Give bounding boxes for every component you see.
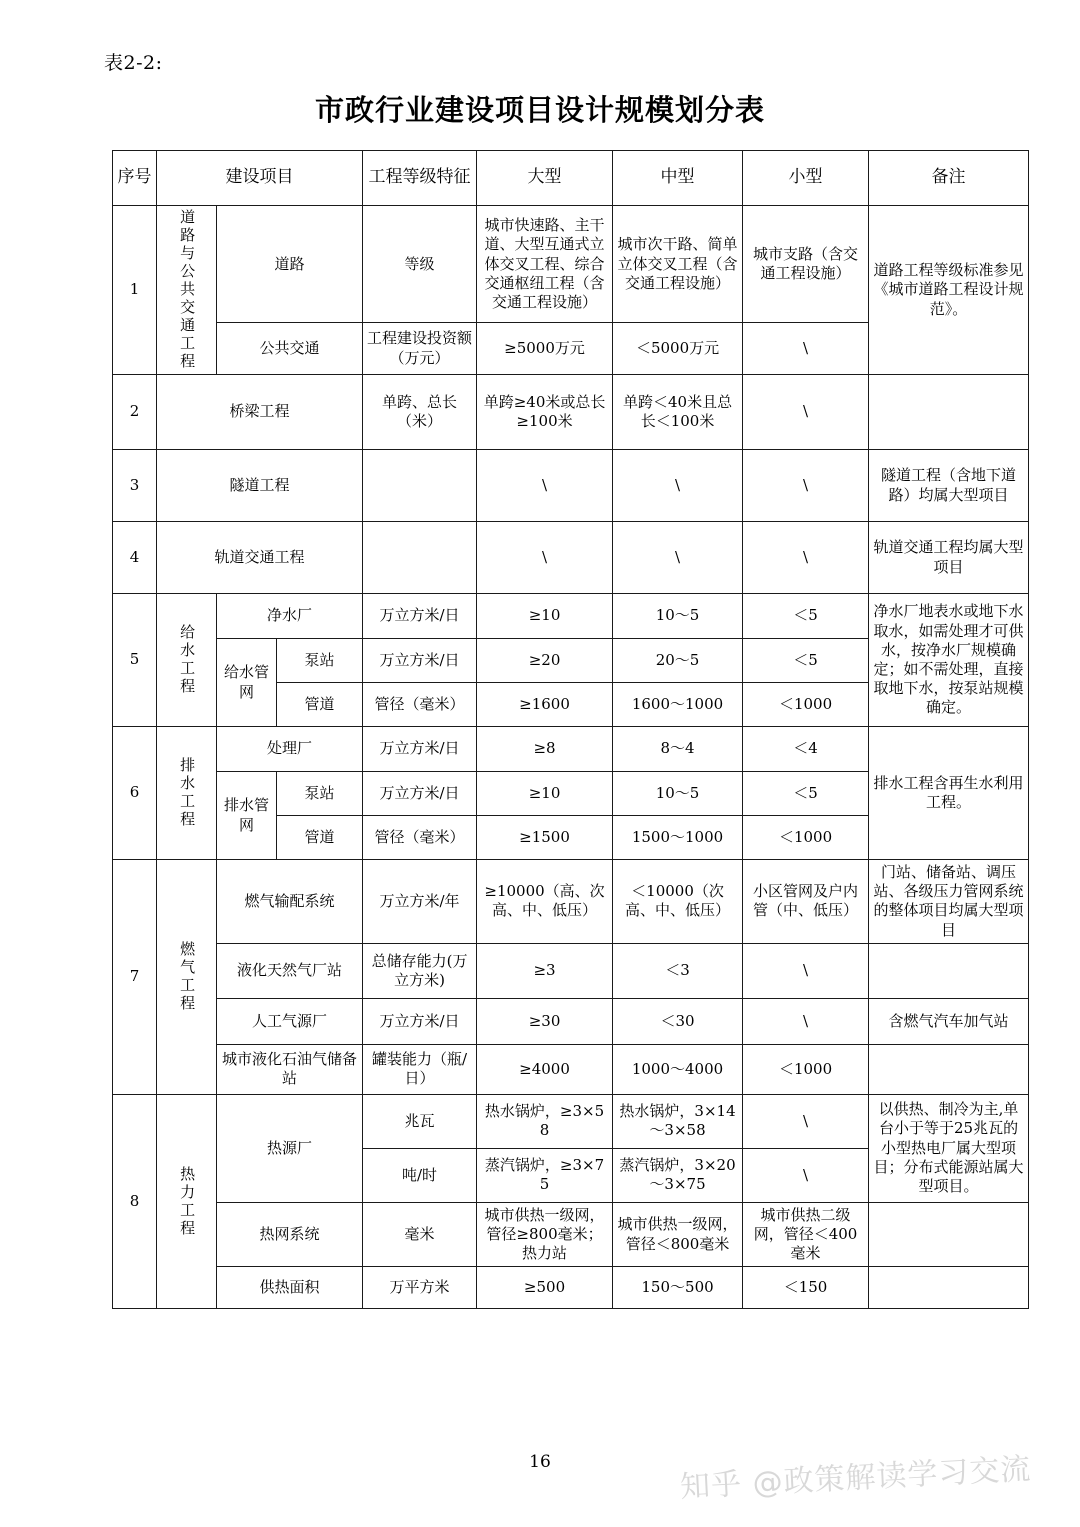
cell-subcategory: 液化天然气厂站 xyxy=(217,943,363,998)
cell-seq: 4 xyxy=(113,522,157,594)
table-label: 表2-2: xyxy=(104,52,163,74)
cell-medium: ＜30 xyxy=(613,998,743,1044)
cell-remark: 含燃气汽车加气站 xyxy=(869,998,1029,1044)
cell-feature xyxy=(363,450,477,522)
table-row xyxy=(113,943,1029,998)
table-row xyxy=(113,1202,1029,1267)
cell-remark xyxy=(869,1202,1029,1267)
table-row xyxy=(113,998,1029,1044)
cell-medium: 城市次干路、简单立体交叉工程（含交通工程设施） xyxy=(613,206,743,323)
table-container xyxy=(112,150,1024,1309)
cell-seq: 7 xyxy=(113,860,157,1095)
table-row xyxy=(113,450,1029,522)
cell-seq: 6 xyxy=(113,727,157,860)
cell-small: \ xyxy=(743,522,869,594)
design-scale-table xyxy=(112,150,1029,1309)
cell-feature: 万立方米/日 xyxy=(363,639,477,683)
cell-medium: ＜10000（次高、中、低压） xyxy=(613,860,743,944)
cell-remark xyxy=(869,1044,1029,1094)
cell-medium: 1000～4000 xyxy=(613,1044,743,1094)
cell-medium: ＜3 xyxy=(613,943,743,998)
cell-subcategory: 城市液化石油气储备站 xyxy=(217,1044,363,1094)
cell-medium: 热水锅炉，3×14～3×58 xyxy=(613,1094,743,1148)
cell-feature: 吨/时 xyxy=(363,1148,477,1202)
cell-seq: 5 xyxy=(113,594,157,727)
page-title: 市政行业建设项目设计规模划分表 xyxy=(314,93,765,127)
cell-feature: 罐装能力（瓶/日） xyxy=(363,1044,477,1094)
header-large: 大型 xyxy=(477,151,613,206)
cell-medium: \ xyxy=(613,522,743,594)
header-seq: 序号 xyxy=(113,151,157,206)
cell-large: 单跨≥40米或总长≥100米 xyxy=(477,375,613,450)
cell-seq: 2 xyxy=(113,375,157,450)
cell-medium: ＜5000万元 xyxy=(613,323,743,375)
cell-small: \ xyxy=(743,943,869,998)
cell-subcategory: 管道 xyxy=(277,816,363,860)
cell-small: ＜1000 xyxy=(743,1044,869,1094)
cell-feature: 万平方米 xyxy=(363,1267,477,1309)
cell-remark: 以供热、制冷为主,单台小于等于25兆瓦的小型热电厂属大型项目；分布式能源站属大型项目。 xyxy=(869,1094,1029,1202)
cell-project: 轨道交通工程 xyxy=(157,522,363,594)
cell-network: 排水管网 xyxy=(217,772,277,860)
cell-medium: 单跨＜40米且总长＜100米 xyxy=(613,375,743,450)
cell-subcategory: 人工气源厂 xyxy=(217,998,363,1044)
cell-feature: 万立方米/日 xyxy=(363,594,477,639)
table-row xyxy=(113,1094,1029,1148)
table-header-row xyxy=(113,151,1029,206)
cell-small: 小区管网及户内管（中、低压） xyxy=(743,860,869,944)
cell-category: 道路与公共交通工程 xyxy=(157,206,217,375)
cell-small: ＜5 xyxy=(743,772,869,816)
cell-category: 给水工程 xyxy=(157,594,217,727)
cell-feature: 毫米 xyxy=(363,1202,477,1267)
header-remark: 备注 xyxy=(869,151,1029,206)
cell-large: ≥10000（高、次高、中、低压） xyxy=(477,860,613,944)
cell-subcategory: 泵站 xyxy=(277,772,363,816)
cell-project: 桥梁工程 xyxy=(157,375,363,450)
cell-small: \ xyxy=(743,998,869,1044)
cell-remark xyxy=(869,1267,1029,1309)
cell-subcategory: 公共交通 xyxy=(217,323,363,375)
cell-remark: 隧道工程（含地下道路）均属大型项目 xyxy=(869,450,1029,522)
cell-small: 城市供热二级网，管径＜400毫米 xyxy=(743,1202,869,1267)
cell-medium: 1500～1000 xyxy=(613,816,743,860)
cell-seq: 8 xyxy=(113,1094,157,1309)
cell-feature: 管径（毫米） xyxy=(363,816,477,860)
table-row xyxy=(113,522,1029,594)
cell-large: ≥3 xyxy=(477,943,613,998)
cell-medium: 1600～1000 xyxy=(613,683,743,727)
cell-medium: 20～5 xyxy=(613,639,743,683)
table-row xyxy=(113,727,1029,772)
cell-subcategory: 净水厂 xyxy=(217,594,363,639)
cell-medium: 8～4 xyxy=(613,727,743,772)
cell-feature: 单跨、总长（米） xyxy=(363,375,477,450)
cell-subcategory: 供热面积 xyxy=(217,1267,363,1309)
cell-small: ＜1000 xyxy=(743,683,869,727)
cell-medium: 10～5 xyxy=(613,594,743,639)
cell-feature: 万立方米/年 xyxy=(363,860,477,944)
cell-large: ≥20 xyxy=(477,639,613,683)
cell-remark xyxy=(869,943,1029,998)
cell-remark: 门站、储备站、调压站、各级压力管网系统的整体项目均属大型项目 xyxy=(869,860,1029,944)
cell-medium: 150～500 xyxy=(613,1267,743,1309)
cell-large: ≥4000 xyxy=(477,1044,613,1094)
cell-large: ≥500 xyxy=(477,1267,613,1309)
cell-small: \ xyxy=(743,1094,869,1148)
table-row xyxy=(113,594,1029,639)
cell-large: ≥10 xyxy=(477,594,613,639)
table-row xyxy=(113,1267,1029,1309)
header-feature: 工程等级特征 xyxy=(363,151,477,206)
cell-remark xyxy=(869,375,1029,450)
cell-subcategory: 道路 xyxy=(217,206,363,323)
cell-small: ＜5 xyxy=(743,594,869,639)
cell-subcategory: 管道 xyxy=(277,683,363,727)
cell-large: \ xyxy=(477,450,613,522)
cell-feature: 兆瓦 xyxy=(363,1094,477,1148)
cell-subcategory: 热源厂 xyxy=(217,1094,363,1202)
cell-small: 城市支路（含交通工程设施） xyxy=(743,206,869,323)
table-row xyxy=(113,206,1029,323)
cell-feature: 万立方米/日 xyxy=(363,998,477,1044)
cell-feature xyxy=(363,522,477,594)
table-row xyxy=(113,1044,1029,1094)
cell-medium: \ xyxy=(613,450,743,522)
cell-small: ＜150 xyxy=(743,1267,869,1309)
cell-category: 排水工程 xyxy=(157,727,217,860)
cell-subcategory: 泵站 xyxy=(277,639,363,683)
cell-large: ≥8 xyxy=(477,727,613,772)
cell-feature: 工程建设投资额（万元） xyxy=(363,323,477,375)
cell-project: 隧道工程 xyxy=(157,450,363,522)
cell-large: 城市供热一级网，管径≥800毫米；热力站 xyxy=(477,1202,613,1267)
cell-medium: 城市供热一级网，管径＜800毫米 xyxy=(613,1202,743,1267)
cell-remark: 道路工程等级标准参见《城市道路工程设计规范》。 xyxy=(869,206,1029,375)
cell-small: \ xyxy=(743,323,869,375)
watermark: 知乎 @政策解读学习交流 xyxy=(679,1451,1033,1505)
cell-large: 热水锅炉，≥3×58 xyxy=(477,1094,613,1148)
cell-subcategory: 处理厂 xyxy=(217,727,363,772)
cell-medium: 蒸汽锅炉，3×20～3×75 xyxy=(613,1148,743,1202)
cell-large: 蒸汽锅炉，≥3×75 xyxy=(477,1148,613,1202)
cell-large: ≥1600 xyxy=(477,683,613,727)
cell-feature: 万立方米/日 xyxy=(363,727,477,772)
cell-feature: 等级 xyxy=(363,206,477,323)
cell-remark: 净水厂地表水或地下水取水，如需处理才可供水，按净水厂规模确定；如不需处理，直接取地下水，按泵站规模确定。 xyxy=(869,594,1029,727)
cell-small: ＜5 xyxy=(743,639,869,683)
cell-subcategory: 燃气输配系统 xyxy=(217,860,363,944)
cell-large: ≥5000万元 xyxy=(477,323,613,375)
cell-small: \ xyxy=(743,1148,869,1202)
cell-feature: 总储存能力(万立方米) xyxy=(363,943,477,998)
cell-remark: 轨道交通工程均属大型项目 xyxy=(869,522,1029,594)
table-row xyxy=(113,375,1029,450)
cell-category: 热力工程 xyxy=(157,1094,217,1309)
cell-feature: 管径（毫米） xyxy=(363,683,477,727)
cell-small: \ xyxy=(743,375,869,450)
cell-large: ≥10 xyxy=(477,772,613,816)
cell-large: 城市快速路、主干道、大型互通式立体交叉工程、综合交通枢纽工程（含交通工程设施） xyxy=(477,206,613,323)
cell-small: ＜1000 xyxy=(743,816,869,860)
cell-small: ＜4 xyxy=(743,727,869,772)
cell-large: \ xyxy=(477,522,613,594)
cell-subcategory: 热网系统 xyxy=(217,1202,363,1267)
header-small: 小型 xyxy=(743,151,869,206)
header-medium: 中型 xyxy=(613,151,743,206)
cell-feature: 万立方米/日 xyxy=(363,772,477,816)
cell-network: 给水管网 xyxy=(217,639,277,727)
page-number: 16 xyxy=(529,1452,551,1472)
cell-small: \ xyxy=(743,450,869,522)
cell-large: ≥30 xyxy=(477,998,613,1044)
table-row xyxy=(113,860,1029,944)
cell-seq: 3 xyxy=(113,450,157,522)
cell-large: ≥1500 xyxy=(477,816,613,860)
header-project: 建设项目 xyxy=(157,151,363,206)
cell-category: 燃气工程 xyxy=(157,860,217,1095)
cell-remark: 排水工程含再生水利用工程。 xyxy=(869,727,1029,860)
cell-seq: 1 xyxy=(113,206,157,375)
cell-medium: 10～5 xyxy=(613,772,743,816)
